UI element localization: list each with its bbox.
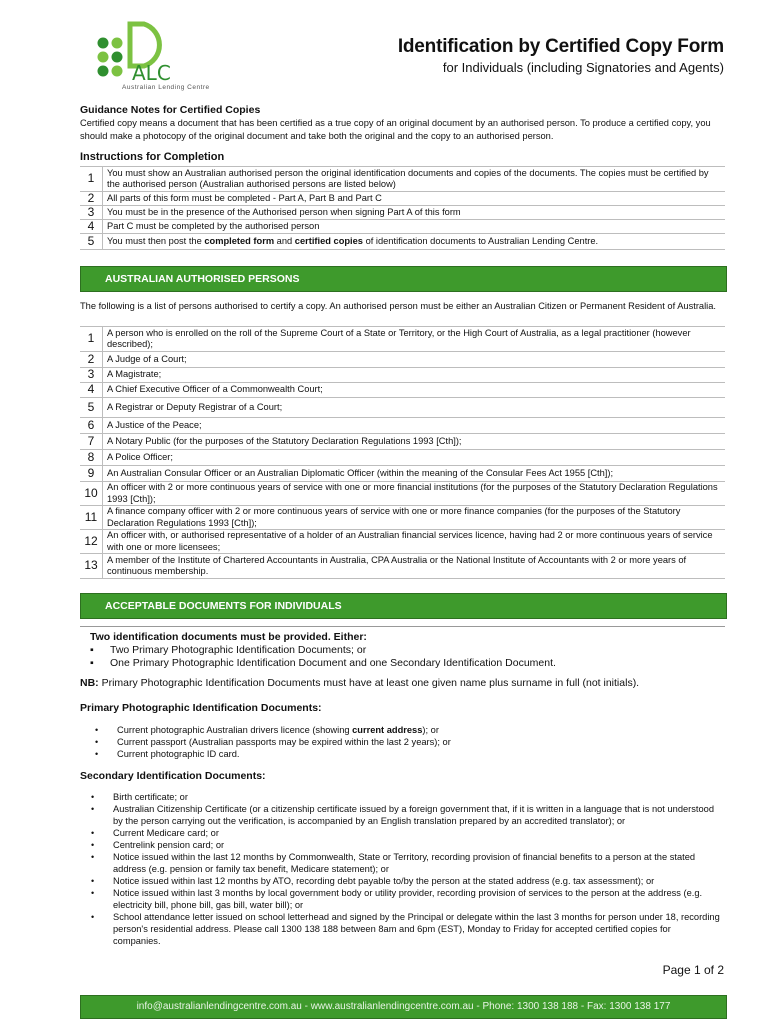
logo-text: ALC bbox=[132, 61, 171, 85]
instruction-text-part: of identification documents to Australian Lending Centre. bbox=[362, 235, 599, 246]
list-item-text: Current photographic ID card. bbox=[117, 749, 240, 759]
list-item-bold: current address bbox=[352, 725, 423, 735]
bullet-icon: • bbox=[91, 888, 95, 898]
acceptable-documents-banner bbox=[80, 593, 727, 619]
instruction-row bbox=[80, 234, 725, 250]
list-item bbox=[95, 724, 717, 736]
authorised-row bbox=[80, 466, 725, 482]
footer-bar bbox=[80, 995, 727, 1019]
authorised-number: 11 bbox=[80, 506, 103, 530]
list-item-text: School attendance letter issued on school letterhead and signed by the Principal or delegate within the last 3 months for person under 18, recording person's residential address. Please call 1300 138 188 between 8am and 6pm (EST), Monday to Friday for accepted certified copies for companies. bbox=[113, 912, 720, 946]
authorised-text: A Registrar or Deputy Registrar of a Court; bbox=[103, 398, 726, 418]
authorised-text: A Magistrate; bbox=[103, 368, 726, 383]
bullet-icon: • bbox=[95, 749, 99, 759]
list-item-text: Australian Citizenship Certificate (or a citizenship certificate issued by a foreign government that, if it is written in a language that is not understood by the person carrying out the verification, is accompanied by an English translation prepared by an accredited translator); or bbox=[113, 804, 714, 826]
list-item bbox=[95, 748, 717, 760]
guidance-heading: Guidance Notes for Certified Copies bbox=[80, 104, 261, 116]
bullet-icon: • bbox=[95, 737, 99, 747]
bullet-icon: • bbox=[91, 828, 95, 838]
instruction-row bbox=[80, 192, 725, 206]
list-item bbox=[91, 911, 720, 947]
authorised-text: A Justice of the Peace; bbox=[103, 418, 726, 434]
instruction-text bbox=[103, 234, 726, 250]
authorised-number: 2 bbox=[80, 352, 103, 368]
list-item-text: Birth certificate; or bbox=[113, 792, 188, 802]
page-number: Page 1 of 2 bbox=[662, 963, 724, 977]
list-item-text: Current photographic Australian drivers licence (showing bbox=[117, 725, 353, 735]
authorised-number: 3 bbox=[80, 368, 103, 383]
authorised-text: An officer with, or authorised representative of a holder of an Australian financial services licence, having had 2 or more continuous years of service with one or more licensees; bbox=[103, 530, 726, 554]
authorised-row bbox=[80, 434, 725, 450]
instruction-text: Part C must be completed by the authorised person bbox=[103, 220, 726, 234]
list-item bbox=[91, 791, 720, 803]
authorised-text: A member of the Institute of Chartered Accountants in Australia, CPA Australia or the National Institute of Accountants with 2 or more years of continuous membership. bbox=[103, 554, 726, 579]
instructions-table bbox=[80, 166, 725, 250]
primary-heading: Primary Photographic Identification Documents: bbox=[80, 702, 322, 714]
authorised-row bbox=[80, 530, 725, 554]
authorised-text: An officer with 2 or more continuous years of service with one or more financial institutions (for the purposes of the Statutory Declaration Regulations 1993 [Cth]); bbox=[103, 482, 726, 506]
instruction-text: You must show an Australian authorised person the original identification documents and copies of the documents. The copies must be certified by the authorised person (Australian authorised persons are listed below) bbox=[103, 167, 726, 192]
banner-title: ACCEPTABLE DOCUMENTS FOR INDIVIDUALS bbox=[105, 600, 342, 612]
authorised-text: A Chief Executive Officer of a Commonwealth Court; bbox=[103, 383, 726, 398]
primary-list bbox=[95, 724, 717, 760]
authorised-persons-banner bbox=[80, 266, 727, 292]
list-item-text: Notice issued within the last 12 months by Commonwealth, State or Territory, recording provision of financial benefits to a person at the stated address (e.g. pension or family tax benefit, Medicare statement); or bbox=[113, 852, 696, 874]
authorised-text: An Australian Consular Officer or an Australian Diplomatic Officer (within the meaning of the Consular Fees Act 1955 [Cth]); bbox=[103, 466, 726, 482]
bullet-icon: • bbox=[91, 840, 95, 850]
authorised-intro: The following is a list of persons authorised to certify a copy. An authorised person must be either an Australian Citizen or Permanent Resident of Australia. bbox=[80, 301, 716, 311]
bullet-icon: • bbox=[91, 804, 95, 814]
instructions-heading: Instructions for Completion bbox=[80, 151, 225, 163]
authorised-persons-table bbox=[80, 326, 725, 579]
authorised-number: 1 bbox=[80, 327, 103, 352]
authorised-number: 12 bbox=[80, 530, 103, 554]
authorised-row bbox=[80, 398, 725, 418]
instruction-text: You must be in the presence of the Authorised person when signing Part A of this form bbox=[103, 206, 726, 220]
authorised-text: A finance company officer with 2 or more continuous years of service with one or more finance companies (for the purposes of the Statutory Declaration Regulations 1993 [Cth]); bbox=[103, 506, 726, 530]
list-item bbox=[91, 887, 720, 911]
acceptable-documents-box bbox=[80, 626, 725, 671]
bullet-icon: • bbox=[91, 912, 95, 922]
acceptable-lead: Two identification documents must be provided. Either: bbox=[90, 631, 367, 643]
authorised-number: 10 bbox=[80, 482, 103, 506]
page-title: Identification by Certified Copy Form bbox=[397, 36, 724, 57]
authorised-row bbox=[80, 352, 725, 368]
authorised-number: 9 bbox=[80, 466, 103, 482]
authorised-number: 13 bbox=[80, 554, 103, 579]
bullet-icon: ▪ bbox=[90, 657, 94, 669]
authorised-row bbox=[80, 506, 725, 530]
list-item bbox=[91, 803, 720, 827]
authorised-text: A Police Officer; bbox=[103, 450, 726, 466]
banner-title: AUSTRALIAN AUTHORISED PERSONS bbox=[105, 273, 300, 285]
secondary-heading: Secondary Identification Documents: bbox=[80, 770, 266, 782]
list-item-text: Current passport (Australian passports may be expired within the last 2 years); or bbox=[117, 737, 451, 747]
instruction-text-part: and bbox=[274, 235, 295, 246]
list-item-text: Centrelink pension card; or bbox=[113, 840, 225, 850]
logo-subtext: Australian Lending Centre bbox=[122, 84, 210, 91]
bullet-icon: • bbox=[91, 852, 95, 862]
authorised-number: 8 bbox=[80, 450, 103, 466]
bullet-icon: • bbox=[91, 792, 95, 802]
instruction-text: All parts of this form must be completed - Part A, Part B and Part C bbox=[103, 192, 726, 206]
list-item bbox=[91, 875, 720, 887]
list-item bbox=[91, 851, 720, 875]
authorised-row bbox=[80, 368, 725, 383]
authorised-number: 5 bbox=[80, 398, 103, 418]
list-item bbox=[91, 827, 720, 839]
authorised-row bbox=[80, 554, 725, 579]
authorised-number: 7 bbox=[80, 434, 103, 450]
list-item-text: ); or bbox=[422, 725, 439, 735]
instruction-number: 2 bbox=[80, 192, 103, 206]
authorised-number: 6 bbox=[80, 418, 103, 434]
authorised-number: 4 bbox=[80, 383, 103, 398]
instruction-row bbox=[80, 167, 725, 192]
instruction-number: 1 bbox=[80, 167, 103, 192]
secondary-list bbox=[91, 791, 720, 947]
instruction-text-bold: completed form bbox=[204, 235, 275, 246]
guidance-text: Certified copy means a document that has been certified as a true copy of an original document by an authorised person. To produce a certified copy, you should make a photocopy of the original document and take both the original and the copy to an authorised person. bbox=[80, 118, 711, 141]
authorised-row bbox=[80, 418, 725, 434]
list-item-text: Notice issued within last 12 months by ATO, recording debt payable to/by the person at the stated address (e.g. tax assessment); or bbox=[113, 876, 655, 886]
footer-contact: info@australianlendingcentre.com.au - www.australianlendingcentre.com.au - Phone: 1300 138 188 - Fax: 1300 138 177 bbox=[136, 1001, 671, 1012]
bullet-icon: • bbox=[91, 876, 95, 886]
instruction-number: 3 bbox=[80, 206, 103, 220]
authorised-row bbox=[80, 482, 725, 506]
list-item-text: Current Medicare card; or bbox=[113, 828, 219, 838]
page-subtitle: for Individuals (including Signatories and Agents) bbox=[442, 60, 724, 75]
list-item-text: Notice issued within last 3 months by local government body or utility provider, recording provision of services to the person at the address (e.g. electricity bill, phone bill, gas bill, water bill); or bbox=[113, 888, 703, 910]
acceptable-option-text: Two Primary Photographic Identification Documents; or bbox=[110, 644, 367, 656]
bullet-icon: ▪ bbox=[90, 644, 94, 656]
instruction-text-bold: certified copies bbox=[294, 235, 363, 246]
authorised-text: A Notary Public (for the purposes of the Statutory Declaration Regulations 1993 [Cth]); bbox=[103, 434, 726, 450]
list-item bbox=[91, 839, 720, 851]
acceptable-option-text: One Primary Photographic Identification Document and one Secondary Identification Document. bbox=[110, 657, 556, 669]
authorised-row bbox=[80, 383, 725, 398]
instruction-text-part: You must then post the bbox=[107, 235, 205, 246]
instruction-row bbox=[80, 220, 725, 234]
acceptable-option bbox=[90, 644, 366, 656]
acceptable-option bbox=[90, 657, 556, 669]
nb-label: NB: bbox=[80, 677, 99, 689]
authorised-row bbox=[80, 450, 725, 466]
authorised-text: A person who is enrolled on the roll of the Supreme Court of a State or Territory, or the High Court of Australia, as a legal practitioner (however described); bbox=[103, 327, 726, 352]
bullet-icon: • bbox=[95, 725, 99, 735]
list-item bbox=[95, 736, 717, 748]
instruction-row bbox=[80, 206, 725, 220]
instruction-number: 4 bbox=[80, 220, 103, 234]
instruction-number: 5 bbox=[80, 234, 103, 250]
authorised-text: A Judge of a Court; bbox=[103, 352, 726, 368]
authorised-row bbox=[80, 327, 725, 352]
nb-text: Primary Photographic Identification Documents must have at least one given name plus surname in full (not initials). bbox=[98, 677, 640, 689]
nb-note bbox=[80, 677, 639, 689]
